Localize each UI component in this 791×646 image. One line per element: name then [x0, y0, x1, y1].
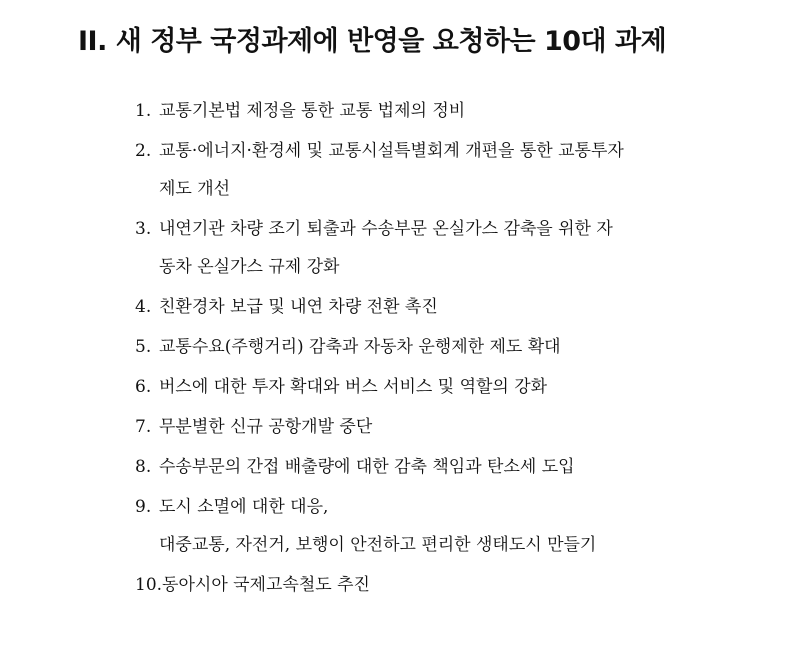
task-text-continuation: 제도 개선: [159, 179, 231, 199]
task-text-continuation: 대중교통, 자전거, 보행이 안전하고 편리한 생태도시 만들기: [159, 535, 597, 555]
task-text: 동아시아 국제고속철도 추진: [162, 575, 370, 595]
task-number: 6.: [135, 377, 152, 397]
task-number: 1.: [135, 101, 152, 121]
task-text: 내연기관 차량 조기 퇴출과 수송부문 온실가스 감축을 위한 자: [159, 219, 613, 239]
task-number: 2.: [135, 141, 152, 161]
task-item-10: [135, 574, 755, 596]
task-item-1: [135, 100, 755, 122]
task-number: 8.: [135, 457, 152, 477]
task-text: 교통·에너지·환경세 및 교통시설특별회계 개편을 통한 교통투자: [159, 141, 624, 161]
task-number: 10.: [135, 575, 163, 595]
task-number: 5.: [135, 337, 152, 357]
document-title: II. 새 정부 국정과제에 반영을 요청하는 10대 과제: [78, 26, 667, 57]
task-text: 버스에 대한 투자 확대와 버스 서비스 및 역할의 강화: [159, 377, 548, 397]
task-number: 7.: [135, 417, 152, 437]
task-text: 도시 소멸에 대한 대응,: [159, 497, 329, 517]
task-text: 수송부문의 간접 배출량에 대한 감축 책임과 탄소세 도입: [159, 457, 575, 477]
task-text: 친환경차 보급 및 내연 차량 전환 촉진: [159, 297, 438, 317]
task-text-continuation: 동차 온실가스 규제 강화: [159, 257, 340, 277]
task-text: 무분별한 신규 공항개발 중단: [159, 417, 373, 437]
task-item-3: [135, 218, 755, 278]
task-item-7: [135, 416, 755, 438]
task-list: [135, 100, 755, 614]
task-number: 9.: [135, 497, 152, 517]
task-text: 교통수요(주행거리) 감축과 자동차 운행제한 제도 확대: [159, 337, 561, 357]
task-item-6: [135, 376, 755, 398]
task-item-9: [135, 496, 755, 556]
task-text: 교통기본법 제정을 통한 교통 법제의 정비: [159, 101, 466, 121]
task-number: 3.: [135, 219, 152, 239]
task-item-8: [135, 456, 755, 478]
task-number: 4.: [135, 297, 152, 317]
task-item-5: [135, 336, 755, 358]
task-item-2: [135, 140, 755, 200]
task-item-4: [135, 296, 755, 318]
